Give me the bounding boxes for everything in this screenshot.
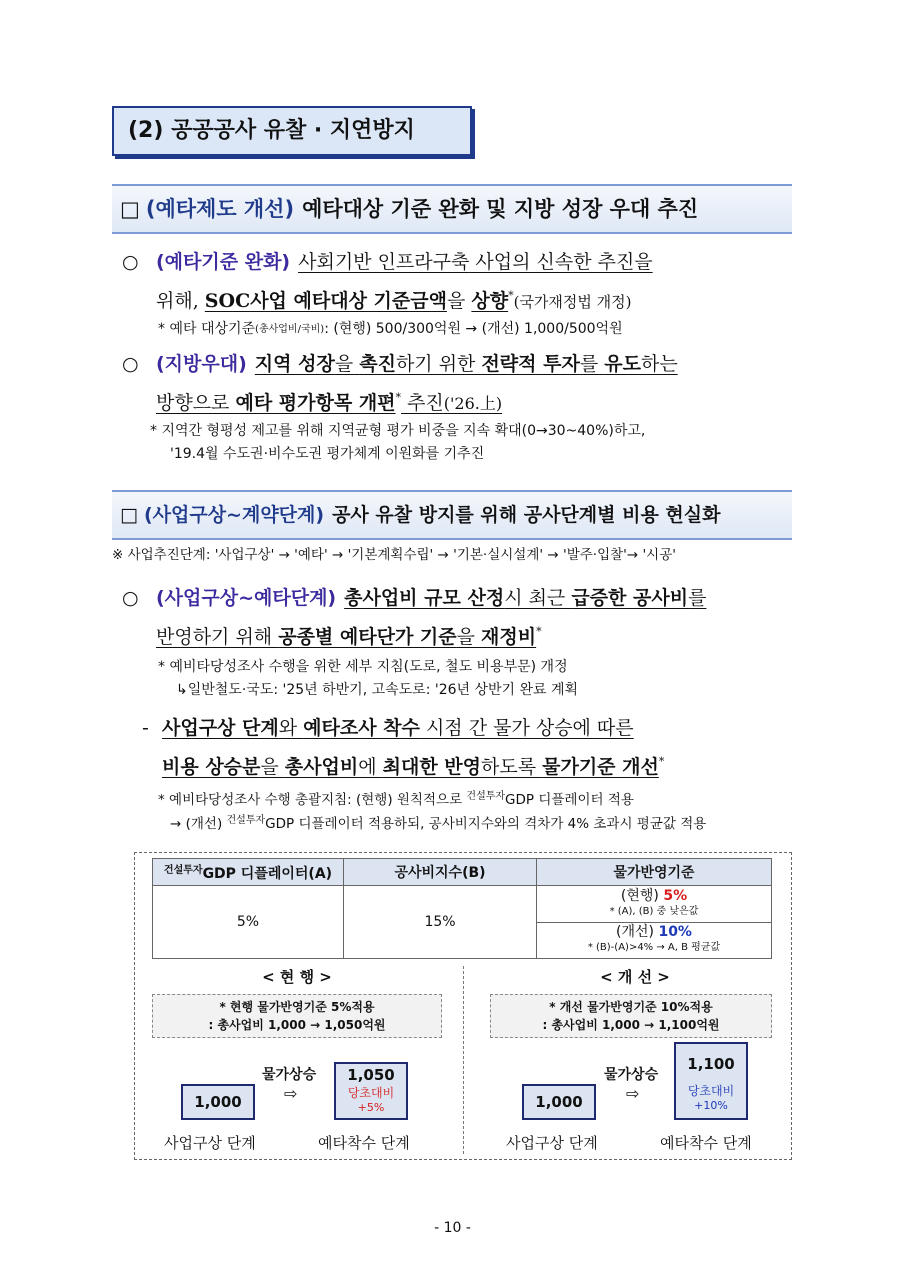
item4-text: 사업구상 단계 bbox=[162, 717, 279, 739]
item4-note2 bbox=[170, 810, 706, 835]
criteria-improved bbox=[538, 925, 770, 940]
dash-bullet: - bbox=[142, 717, 149, 739]
item3-tag: (사업구상~예타단계) bbox=[156, 587, 337, 609]
note-text: → (개선) bbox=[170, 816, 227, 832]
item1-note bbox=[158, 318, 623, 341]
delta-value: +5% bbox=[357, 1101, 385, 1114]
delta-value: +10% bbox=[694, 1099, 728, 1112]
note-text: * 예타 대상기준 bbox=[158, 321, 256, 337]
criteria-current-note: * (A), (B) 중 낮은값 bbox=[609, 905, 699, 917]
item3-text: 를 bbox=[688, 587, 707, 609]
current-description bbox=[152, 994, 442, 1038]
item3-text: 재정비 bbox=[481, 626, 537, 648]
delta-label: 당초대비 bbox=[687, 1084, 735, 1098]
item1-tag: (예타기준 완화) bbox=[156, 251, 291, 273]
circle-bullet: ○ bbox=[122, 587, 139, 609]
criteria-current bbox=[538, 889, 770, 904]
item3-line2 bbox=[156, 616, 542, 653]
item1-line2 bbox=[156, 280, 632, 318]
note-text: * 예비타당성조사 수행 총괄지침: (현행) 원칙적으로 bbox=[158, 792, 467, 808]
footnote-star: * bbox=[395, 391, 402, 404]
item2-text: 추진 bbox=[401, 392, 444, 414]
item2-line1 bbox=[122, 348, 678, 380]
price-rise-label: 물가상승 bbox=[604, 1067, 659, 1083]
table-header: 공사비지수(B) bbox=[344, 859, 537, 886]
item4-text: 총사업비 bbox=[284, 756, 359, 778]
banner-text: 공사 유찰 방지를 위해 공사단계별 비용 현실화 bbox=[332, 504, 721, 526]
note-text: (총사업비/국비) bbox=[255, 324, 325, 335]
item4-text: 최대한 반영 bbox=[382, 756, 482, 778]
item4-text: 을 bbox=[260, 756, 285, 778]
item2-text: ('26.上) bbox=[443, 394, 503, 413]
stage-caption: 예타착수 단계 bbox=[318, 1134, 410, 1152]
improved-label: < 개 선 > bbox=[600, 968, 670, 986]
item3-text: 공종별 예타단가 기준 bbox=[278, 626, 457, 648]
item1-text: 사업의 신속한 추진을 bbox=[469, 251, 653, 273]
table-cell-current bbox=[537, 886, 772, 923]
desc-line: : 총사업비 1,000 → 1,050억원 bbox=[208, 1018, 386, 1032]
item2-tag: (지방우대) bbox=[156, 353, 247, 375]
base-value-box: 1,000 bbox=[522, 1084, 596, 1120]
base-value-box: 1,000 bbox=[181, 1084, 255, 1120]
price-rise-label: 물가상승 bbox=[262, 1067, 317, 1083]
item2-note2: '19.4월 수도권·비수도권 평가체계 이원화를 기추진 bbox=[170, 446, 485, 462]
note-text: 건설투자 bbox=[466, 791, 506, 802]
item2-text: 전략적 투자 bbox=[481, 353, 580, 375]
column-divider bbox=[463, 966, 464, 1154]
improved-description bbox=[490, 994, 772, 1038]
banner-text: 예타대상 기준 완화 및 지방 성장 우대 추진 bbox=[302, 197, 699, 221]
item1-text: 위해, bbox=[156, 290, 205, 312]
item4-note1 bbox=[158, 786, 634, 811]
item2-text: 하는 bbox=[640, 353, 678, 375]
table-row bbox=[153, 886, 772, 923]
item2-text: 유도 bbox=[604, 353, 641, 375]
item4-text: 비용 상승분 bbox=[162, 756, 261, 778]
cell-value: 10% bbox=[658, 924, 692, 941]
item3-text: 을 bbox=[456, 626, 482, 648]
cell-text: (현행) bbox=[620, 887, 664, 904]
item3-line1 bbox=[122, 582, 706, 614]
item3-text: 반영하기 위해 bbox=[156, 626, 279, 648]
item4-line1 bbox=[142, 712, 634, 744]
table-header-row bbox=[153, 859, 772, 886]
item1-text: SOC사업 예타대상 기준금액 bbox=[204, 290, 447, 312]
note-text: 건설투자 bbox=[226, 815, 266, 826]
item1-text: 을 bbox=[446, 290, 472, 312]
item4-text: 물가기준 개선 bbox=[542, 756, 659, 778]
checkbox-glyph: □ bbox=[120, 197, 140, 221]
item1-text: 상향 bbox=[471, 290, 509, 312]
note-text: GDP 디플레이터 적용하되, 공사비지수와의 격차가 4% 초과시 평균값 적용 bbox=[265, 816, 707, 832]
price-criteria-table bbox=[152, 858, 772, 959]
item1-text: 사회기반 인프라구축 bbox=[298, 251, 470, 273]
delta-label: 당초대비 bbox=[347, 1086, 395, 1100]
footnote-star: * bbox=[536, 625, 542, 638]
desc-line: * 개선 물가반영기준 10%적용 bbox=[549, 1000, 713, 1014]
checkbox-glyph: □ bbox=[120, 504, 138, 526]
table-header: 물가반영기준 bbox=[537, 859, 772, 886]
item4-text: 에 bbox=[358, 756, 383, 778]
footnote-star: * bbox=[658, 755, 665, 768]
header-text: 건설투자 bbox=[163, 865, 203, 876]
banner-tag: (예타제도 개선) bbox=[145, 197, 295, 221]
criteria-improved-note: * (B)-(A)>4% → A, B 평균값 bbox=[587, 942, 721, 954]
banner-tag: (사업구상~계약단계) bbox=[143, 504, 325, 526]
item2-text: 방향으로 bbox=[156, 392, 236, 414]
item1-text: (국가재정법 개정) bbox=[513, 293, 632, 311]
item3-text: 총사업비 규모 산정 bbox=[344, 587, 505, 609]
item3-note1: * 예비타당성조사 수행을 위한 세부 지침(도로, 철도 비용부문) 개정 bbox=[158, 659, 568, 675]
desc-line: : 총사업비 1,000 → 1,100억원 bbox=[542, 1018, 720, 1032]
note-text: : (현행) 500/300억원 → (개선) 1,000/500억원 bbox=[324, 321, 623, 337]
heading-banner-2 bbox=[112, 490, 792, 540]
item3-text: 급증한 공사비 bbox=[571, 587, 689, 609]
item4-line2 bbox=[162, 746, 664, 783]
item4-text: 시점 간 물가 상승에 따른 bbox=[419, 717, 634, 739]
circle-bullet: ○ bbox=[122, 353, 139, 375]
item3-text: 시 최근 bbox=[504, 587, 572, 609]
stage-caption: 예타착수 단계 bbox=[660, 1134, 752, 1152]
desc-line: * 현행 물가반영기준 5%적용 bbox=[219, 1000, 375, 1014]
result-value: 1,100 bbox=[687, 1055, 735, 1073]
page-number: - 10 - bbox=[434, 1220, 471, 1236]
item3-note2: ↳일반철도·국도: '25년 하반기, 고속도로: '26년 상반기 완료 계획 bbox=[176, 682, 579, 698]
header-text: GDP 디플레이터(A) bbox=[202, 866, 333, 882]
item4-text: 예타조사 착수 bbox=[303, 717, 420, 739]
table-cell-improved bbox=[537, 922, 772, 959]
table-header bbox=[153, 859, 344, 886]
item1-line1 bbox=[122, 246, 653, 278]
result-value: 1,050 bbox=[347, 1066, 395, 1084]
footnote-star: * bbox=[508, 289, 514, 302]
circle-bullet: ○ bbox=[122, 251, 139, 273]
note-text: GDP 디플레이터 적용 bbox=[505, 792, 634, 808]
item2-line2 bbox=[156, 382, 502, 420]
table-cell: 5% bbox=[153, 886, 344, 959]
item4-text: 하도록 bbox=[481, 756, 543, 778]
stage-caption: 사업구상 단계 bbox=[506, 1134, 598, 1152]
result-value-box bbox=[334, 1062, 408, 1120]
item2-text: 를 bbox=[579, 353, 605, 375]
arrow-icon: ⇨ bbox=[284, 1084, 298, 1103]
cell-value: 5% bbox=[663, 887, 688, 904]
heading-banner-1 bbox=[112, 184, 792, 234]
item2-text: 지역 성장 bbox=[254, 353, 335, 375]
cell-text: (개선) bbox=[616, 924, 659, 941]
process-note: ※ 사업추진단계: '사업구상' → '예타' → '기본계획수립' → '기본·실시설계' → '발주·입찰'→ '시공' bbox=[112, 547, 676, 563]
item2-note1: * 지역간 형평성 제고를 위해 지역균형 평가 비중을 지속 확대(0→30~40%)하고, bbox=[150, 423, 646, 439]
current-label: < 현 행 > bbox=[262, 968, 332, 986]
item2-text: 촉진 bbox=[359, 353, 396, 375]
item2-text: 하기 위한 bbox=[395, 353, 482, 375]
arrow-icon: ⇨ bbox=[626, 1084, 640, 1103]
item2-text: 예타 평가항목 개편 bbox=[235, 392, 396, 414]
item2-text: 을 bbox=[334, 353, 360, 375]
section-title: (2) 공공공사 유찰 · 지연방지 bbox=[112, 106, 472, 156]
stage-caption: 사업구상 단계 bbox=[164, 1134, 256, 1152]
item4-text: 와 bbox=[278, 717, 304, 739]
table-cell: 15% bbox=[344, 886, 537, 959]
result-value-box bbox=[674, 1042, 748, 1120]
